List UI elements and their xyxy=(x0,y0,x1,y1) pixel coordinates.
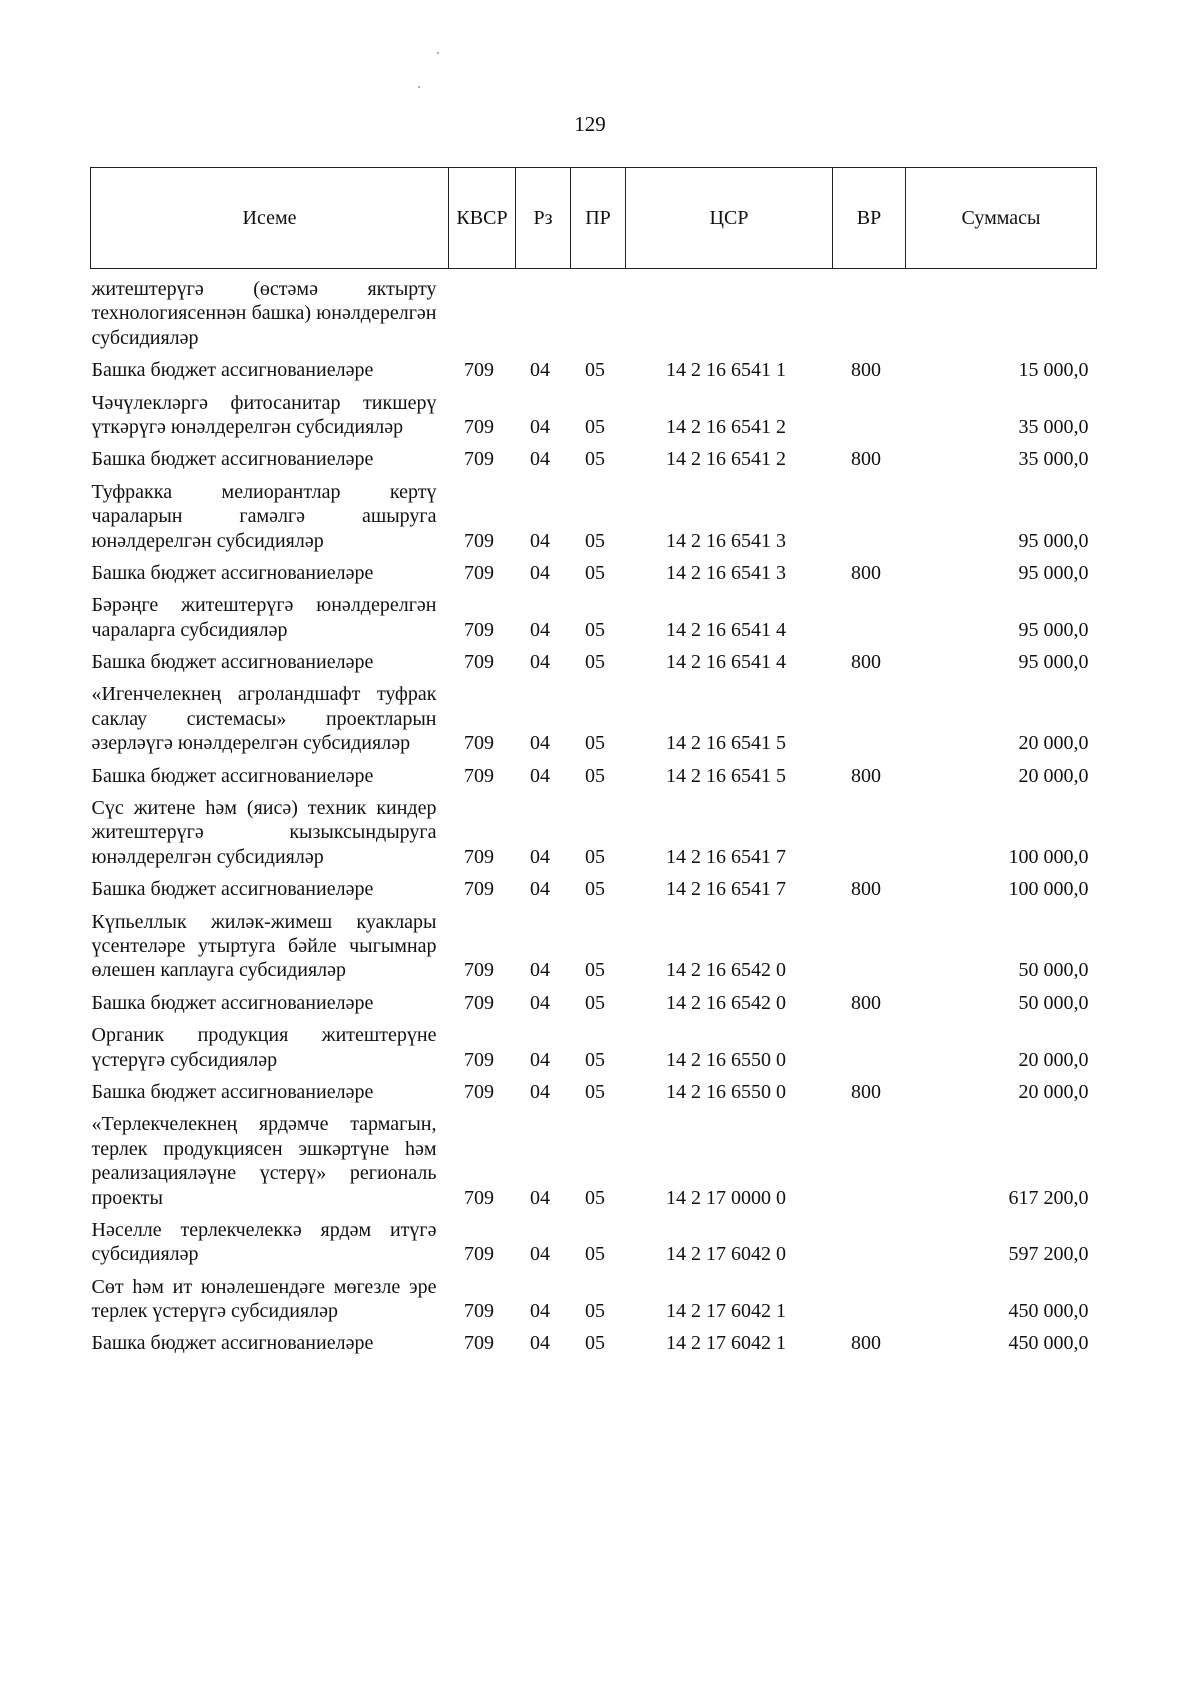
cell-pr: 05 xyxy=(585,991,605,1014)
table-row xyxy=(91,476,1097,557)
cell-vr: 800 xyxy=(851,1080,881,1103)
header-sum: Суммасы xyxy=(906,168,1097,269)
cell-kvsr: 709 xyxy=(464,618,494,641)
cell-pr: 05 xyxy=(585,1300,605,1323)
cell-pr: 05 xyxy=(585,764,605,787)
cell-name: Нәселле терлекчелеккә ярдәм итүгә субсидияләр xyxy=(91,1218,437,1266)
table-header xyxy=(91,168,1097,269)
cell-sum: 20 000,0 xyxy=(1018,764,1089,787)
cell-csr: 14 2 16 6542 0 xyxy=(666,959,786,982)
cell-pr: 05 xyxy=(585,359,605,382)
table-row xyxy=(91,792,1097,873)
cell-name: Сөт һәм ит юнәлешендәге мөгезле эре терлек үстерүгә субсидияләр xyxy=(91,1275,437,1323)
budget-table xyxy=(90,167,1097,1360)
cell-kvsr xyxy=(449,269,516,355)
cell-pr: 05 xyxy=(585,618,605,641)
cell-sum: 100 000,0 xyxy=(1008,878,1089,901)
cell-sum: 20 000,0 xyxy=(1018,1048,1089,1071)
cell-kvsr: 709 xyxy=(464,529,494,552)
cell-name: Сүс житене һәм (яисә) техник киндер житештерүгә кызыксындыруга юнәлдерелгән субсидияләр xyxy=(91,797,437,868)
cell-vr: 800 xyxy=(851,448,881,471)
cell-pr: 05 xyxy=(585,732,605,755)
table-row xyxy=(91,354,1097,386)
page-number: 129 xyxy=(574,112,606,136)
cell-kvsr: 709 xyxy=(464,878,494,901)
cell-kvsr: 709 xyxy=(464,415,494,438)
cell-rz: 04 xyxy=(530,1243,550,1266)
cell-vr xyxy=(833,1271,906,1328)
cell-pr: 05 xyxy=(585,415,605,438)
cell-vr: 800 xyxy=(851,561,881,584)
cell-name: Башка бюджет ассигнованиеләре xyxy=(91,561,374,584)
cell-kvsr: 709 xyxy=(464,448,494,471)
cell-pr: 05 xyxy=(585,1186,605,1209)
cell-name: Башка бюджет ассигнованиеләре xyxy=(91,651,374,674)
cell-sum: 95 000,0 xyxy=(1018,529,1089,552)
table-row xyxy=(91,1271,1097,1328)
cell-pr: 05 xyxy=(585,529,605,552)
table-row xyxy=(91,1019,1097,1076)
cell-kvsr: 709 xyxy=(464,359,494,382)
cell-pr: 05 xyxy=(585,878,605,901)
cell-kvsr: 709 xyxy=(464,1243,494,1266)
cell-name: Башка бюджет ассигнованиеләре xyxy=(91,448,374,471)
cell-sum: 95 000,0 xyxy=(1018,561,1089,584)
cell-pr: 05 xyxy=(585,959,605,982)
cell-kvsr: 709 xyxy=(464,732,494,755)
cell-vr xyxy=(833,589,906,646)
cell-rz: 04 xyxy=(530,1186,550,1209)
cell-csr: 14 2 17 0000 0 xyxy=(666,1186,786,1209)
cell-rz: 04 xyxy=(530,1048,550,1071)
cell-name: «Игенчелекнең агроландшафт туфрак саклау системасы» проектларын әзерләүгә юнәлдерелгән субсидияләр xyxy=(91,683,437,755)
cell-rz: 04 xyxy=(530,561,550,584)
cell-rz: 04 xyxy=(530,764,550,787)
cell-vr xyxy=(833,269,906,355)
cell-kvsr: 709 xyxy=(464,1300,494,1323)
cell-vr: 800 xyxy=(851,1332,881,1355)
table-row xyxy=(91,387,1097,444)
cell-vr xyxy=(833,387,906,444)
cell-sum xyxy=(906,269,1097,355)
cell-kvsr: 709 xyxy=(464,991,494,1014)
header-vr: ВР xyxy=(833,168,906,269)
cell-csr: 14 2 16 6541 3 xyxy=(666,529,786,552)
cell-csr: 14 2 16 6542 0 xyxy=(666,991,786,1014)
cell-sum: 15 000,0 xyxy=(1018,359,1089,382)
cell-vr xyxy=(833,1108,906,1214)
cell-rz: 04 xyxy=(530,618,550,641)
cell-csr: 14 2 16 6541 7 xyxy=(666,878,786,901)
cell-rz: 04 xyxy=(530,845,550,868)
table-body xyxy=(91,269,1097,1360)
cell-kvsr: 709 xyxy=(464,561,494,584)
header-row xyxy=(91,168,1097,269)
cell-kvsr: 709 xyxy=(464,764,494,787)
cell-pr xyxy=(571,269,626,355)
cell-vr: 800 xyxy=(851,878,881,901)
table-row xyxy=(91,443,1097,475)
cell-csr: 14 2 16 6550 0 xyxy=(666,1080,786,1103)
cell-rz: 04 xyxy=(530,732,550,755)
cell-vr xyxy=(833,678,906,759)
cell-sum: 35 000,0 xyxy=(1018,415,1089,438)
cell-csr: 14 2 16 6550 0 xyxy=(666,1048,786,1071)
cell-sum: 597 200,0 xyxy=(1008,1243,1089,1266)
cell-csr: 14 2 16 6541 3 xyxy=(666,561,786,584)
table-row xyxy=(91,1327,1097,1359)
table-row xyxy=(91,1076,1097,1108)
cell-vr xyxy=(833,1214,906,1271)
cell-pr: 05 xyxy=(585,1332,605,1355)
scan-speck xyxy=(437,52,439,54)
cell-rz: 04 xyxy=(530,878,550,901)
cell-name: Башка бюджет ассигнованиеләре xyxy=(91,359,374,382)
cell-sum: 100 000,0 xyxy=(1008,845,1089,868)
cell-name: Бәрәңге житештерүгә юнәлдерелгән чараларга субсидияләр xyxy=(91,594,437,641)
cell-kvsr: 709 xyxy=(464,1332,494,1355)
cell-name: Туфракка мелиорантлар кертү чараларын гамәлгә ашыруга юнәлдерелгән субсидияләр xyxy=(91,480,437,552)
cell-csr: 14 2 16 6541 7 xyxy=(666,845,786,868)
cell-name: «Терлекчелекнең ярдәмче тармагын, терлек продукциясен эшкәртүне һәм реализацияләүне үстерү» региональ проекты xyxy=(91,1113,437,1209)
cell-kvsr: 709 xyxy=(464,651,494,674)
cell-pr: 05 xyxy=(585,651,605,674)
cell-name: Күпьеллык жиләк-жимеш куаклары үсентеләре утыртуга бәйле чыгымнар өлешен каплауга субсидияләр xyxy=(91,910,437,982)
cell-rz: 04 xyxy=(530,1300,550,1323)
cell-sum: 50 000,0 xyxy=(1018,991,1089,1014)
cell-name: Органик продукция житештерүне үстерүгә субсидияләр xyxy=(91,1024,437,1071)
cell-sum: 617 200,0 xyxy=(1008,1186,1089,1209)
cell-name: житештерүгә (өстәмә яктырту технологиясеннән башка) юнәлдерелгән субсидияләр xyxy=(91,278,437,349)
cell-rz: 04 xyxy=(530,1080,550,1103)
cell-rz: 04 xyxy=(530,1332,550,1355)
cell-pr: 05 xyxy=(585,1048,605,1071)
header-kvsr: КВСР xyxy=(449,168,516,269)
header-rz: Рз xyxy=(516,168,571,269)
cell-vr: 800 xyxy=(851,764,881,787)
cell-csr: 14 2 16 6541 4 xyxy=(666,618,786,641)
cell-rz: 04 xyxy=(530,651,550,674)
cell-csr xyxy=(626,269,833,355)
cell-sum: 95 000,0 xyxy=(1018,618,1089,641)
cell-kvsr: 709 xyxy=(464,1186,494,1209)
cell-sum: 450 000,0 xyxy=(1008,1332,1089,1355)
cell-sum: 35 000,0 xyxy=(1018,448,1089,471)
cell-vr: 800 xyxy=(851,651,881,674)
cell-rz: 04 xyxy=(530,959,550,982)
cell-kvsr: 709 xyxy=(464,1080,494,1103)
cell-csr: 14 2 17 6042 1 xyxy=(666,1332,786,1355)
table-row xyxy=(91,1214,1097,1271)
table-row xyxy=(91,1108,1097,1214)
cell-rz: 04 xyxy=(530,448,550,471)
cell-kvsr: 709 xyxy=(464,1048,494,1071)
cell-name: Башка бюджет ассигнованиеләре xyxy=(91,878,374,901)
cell-csr: 14 2 16 6541 5 xyxy=(666,764,786,787)
cell-name: Чәчүлекләргә фитосанитар тикшерү үткәрүгә юнәлдерелгән субсидияләр xyxy=(91,391,437,438)
table-row xyxy=(91,760,1097,792)
cell-csr: 14 2 16 6541 2 xyxy=(666,415,786,438)
cell-vr xyxy=(833,906,906,987)
table-row xyxy=(91,678,1097,759)
header-pr: ПР xyxy=(571,168,626,269)
cell-rz xyxy=(516,269,571,355)
cell-name: Башка бюджет ассигнованиеләре xyxy=(91,991,374,1014)
cell-csr: 14 2 16 6541 4 xyxy=(666,651,786,674)
cell-pr: 05 xyxy=(585,845,605,868)
cell-vr xyxy=(833,1019,906,1076)
table-row xyxy=(91,987,1097,1019)
table-row xyxy=(91,906,1097,987)
header-name: Исеме xyxy=(91,168,449,269)
cell-rz: 04 xyxy=(530,991,550,1014)
table-row xyxy=(91,646,1097,678)
cell-pr: 05 xyxy=(585,1243,605,1266)
cell-csr: 14 2 17 6042 0 xyxy=(666,1243,786,1266)
cell-kvsr: 709 xyxy=(464,959,494,982)
cell-pr: 05 xyxy=(585,561,605,584)
cell-vr: 800 xyxy=(851,991,881,1014)
cell-csr: 14 2 17 6042 1 xyxy=(666,1300,786,1323)
cell-name: Башка бюджет ассигнованиеләре xyxy=(91,1080,374,1103)
cell-name: Башка бюджет ассигнованиеләре xyxy=(91,764,374,787)
cell-csr: 14 2 16 6541 1 xyxy=(666,359,786,382)
cell-sum: 20 000,0 xyxy=(1018,1080,1089,1103)
cell-rz: 04 xyxy=(530,359,550,382)
table-row xyxy=(91,557,1097,589)
scan-speck xyxy=(418,86,420,88)
cell-rz: 04 xyxy=(530,415,550,438)
cell-kvsr: 709 xyxy=(464,845,494,868)
cell-sum: 95 000,0 xyxy=(1018,651,1089,674)
cell-vr: 800 xyxy=(851,359,881,382)
cell-sum: 50 000,0 xyxy=(1018,959,1089,982)
cell-vr xyxy=(833,792,906,873)
header-csr: ЦСР xyxy=(626,168,833,269)
table-row xyxy=(91,269,1097,355)
cell-sum: 20 000,0 xyxy=(1018,732,1089,755)
cell-sum: 450 000,0 xyxy=(1008,1300,1089,1323)
cell-name: Башка бюджет ассигнованиеләре xyxy=(91,1332,374,1355)
cell-pr: 05 xyxy=(585,1080,605,1103)
cell-csr: 14 2 16 6541 5 xyxy=(666,732,786,755)
cell-rz: 04 xyxy=(530,529,550,552)
cell-csr: 14 2 16 6541 2 xyxy=(666,448,786,471)
cell-vr xyxy=(833,476,906,557)
table-row xyxy=(91,873,1097,905)
table-row xyxy=(91,589,1097,646)
cell-pr: 05 xyxy=(585,448,605,471)
